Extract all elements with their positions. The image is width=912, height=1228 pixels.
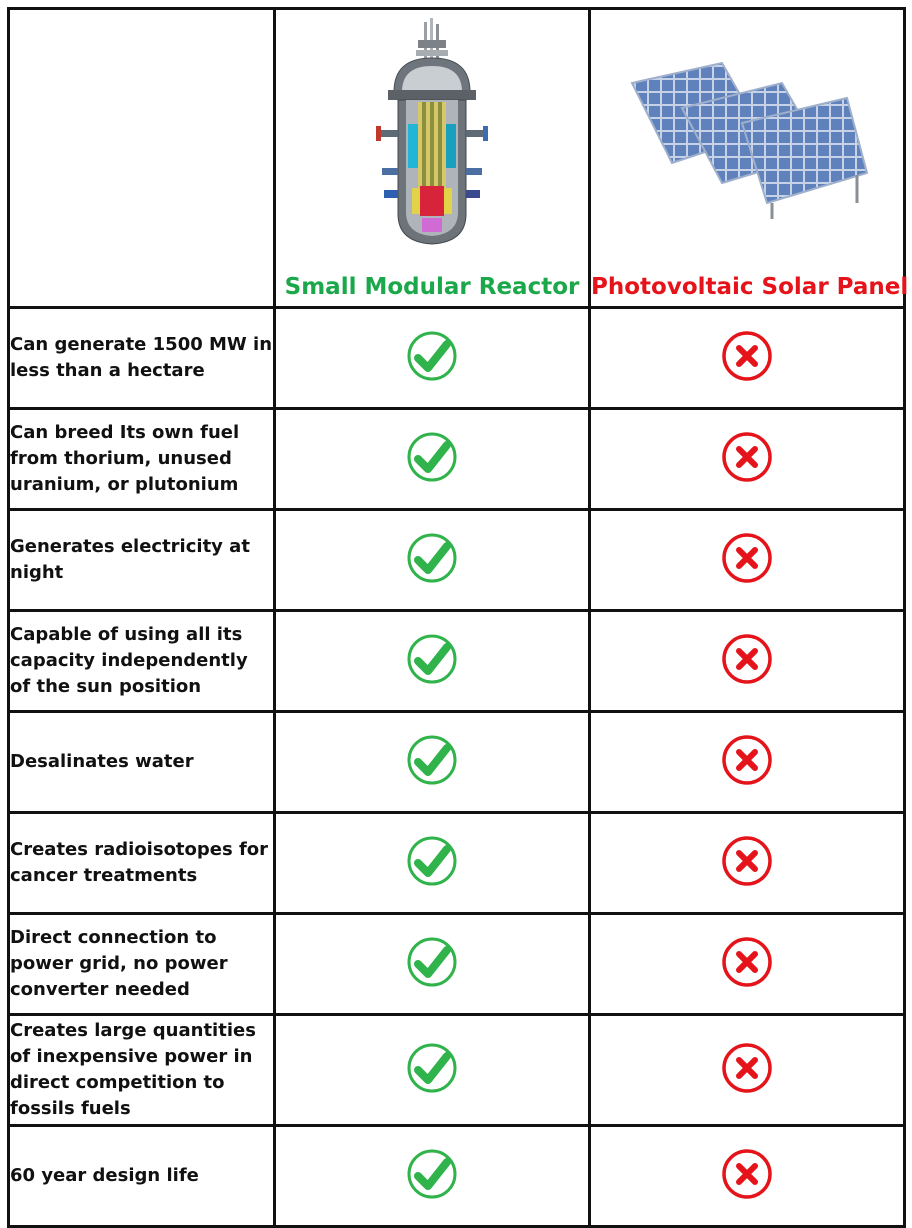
solar-panel-array-icon	[591, 10, 903, 265]
x-circle-icon	[720, 430, 774, 488]
table-row	[9, 611, 905, 712]
smr-cell	[275, 1126, 590, 1227]
table-row	[9, 1126, 905, 1227]
feature-label: 60 year design life	[9, 1126, 275, 1227]
smr-cell	[275, 712, 590, 813]
x-circle-icon	[720, 1041, 774, 1099]
x-circle-icon	[720, 733, 774, 791]
check-circle-icon	[405, 430, 459, 488]
pv-column-title: Photovoltaic Solar Panel	[591, 274, 909, 300]
reactor-vessel-cutaway-icon	[276, 10, 588, 265]
feature-label: Creates large quantities of inexpensive power in direct competition to fossils fuels	[9, 1015, 275, 1126]
pv-cell	[590, 308, 905, 409]
x-circle-icon	[720, 531, 774, 589]
smr-cell	[275, 1015, 590, 1126]
pv-cell	[590, 914, 905, 1015]
check-circle-icon	[405, 733, 459, 791]
pv-cell	[590, 1015, 905, 1126]
smr-cell	[275, 813, 590, 914]
feature-label: Capable of using all its capacity independently of the sun position	[9, 611, 275, 712]
table-row	[9, 914, 905, 1015]
header-empty-cell	[9, 9, 275, 308]
pv-cell	[590, 611, 905, 712]
check-circle-icon	[405, 834, 459, 892]
table-row	[9, 813, 905, 914]
check-circle-icon	[405, 1147, 459, 1205]
x-circle-icon	[720, 834, 774, 892]
check-circle-icon	[405, 329, 459, 387]
feature-label: Creates radioisotopes for cancer treatments	[9, 813, 275, 914]
feature-label: Generates electricity at night	[9, 510, 275, 611]
x-circle-icon	[720, 329, 774, 387]
feature-label: Can breed Its own fuel from thorium, unused uranium, or plutonium	[9, 409, 275, 510]
smr-cell	[275, 510, 590, 611]
check-circle-icon	[405, 935, 459, 993]
check-circle-icon	[405, 1041, 459, 1099]
x-circle-icon	[720, 632, 774, 690]
table-row	[9, 409, 905, 510]
smr-column-title: Small Modular Reactor	[284, 274, 580, 300]
feature-label: Direct connection to power grid, no power converter needed	[9, 914, 275, 1015]
smr-cell	[275, 611, 590, 712]
header-row	[9, 9, 905, 308]
feature-label: Can generate 1500 MW in less than a hectare	[9, 308, 275, 409]
smr-cell	[275, 409, 590, 510]
comparison-table	[7, 7, 909, 1228]
comparison-table-wrapper	[7, 7, 909, 1228]
pv-header-cell	[590, 9, 909, 308]
pv-cell	[590, 712, 905, 813]
pv-cell	[590, 510, 905, 611]
check-circle-icon	[405, 632, 459, 690]
table-row	[9, 1015, 905, 1126]
smr-cell	[275, 308, 590, 409]
table-row	[9, 712, 905, 813]
x-circle-icon	[720, 935, 774, 993]
feature-label: Desalinates water	[9, 712, 275, 813]
smr-cell	[275, 914, 590, 1015]
table-row	[9, 308, 905, 409]
x-circle-icon	[720, 1147, 774, 1205]
pv-cell	[590, 409, 905, 510]
pv-cell	[590, 813, 905, 914]
smr-header-cell	[275, 9, 590, 308]
table-row	[9, 510, 905, 611]
pv-cell	[590, 1126, 905, 1227]
check-circle-icon	[405, 531, 459, 589]
